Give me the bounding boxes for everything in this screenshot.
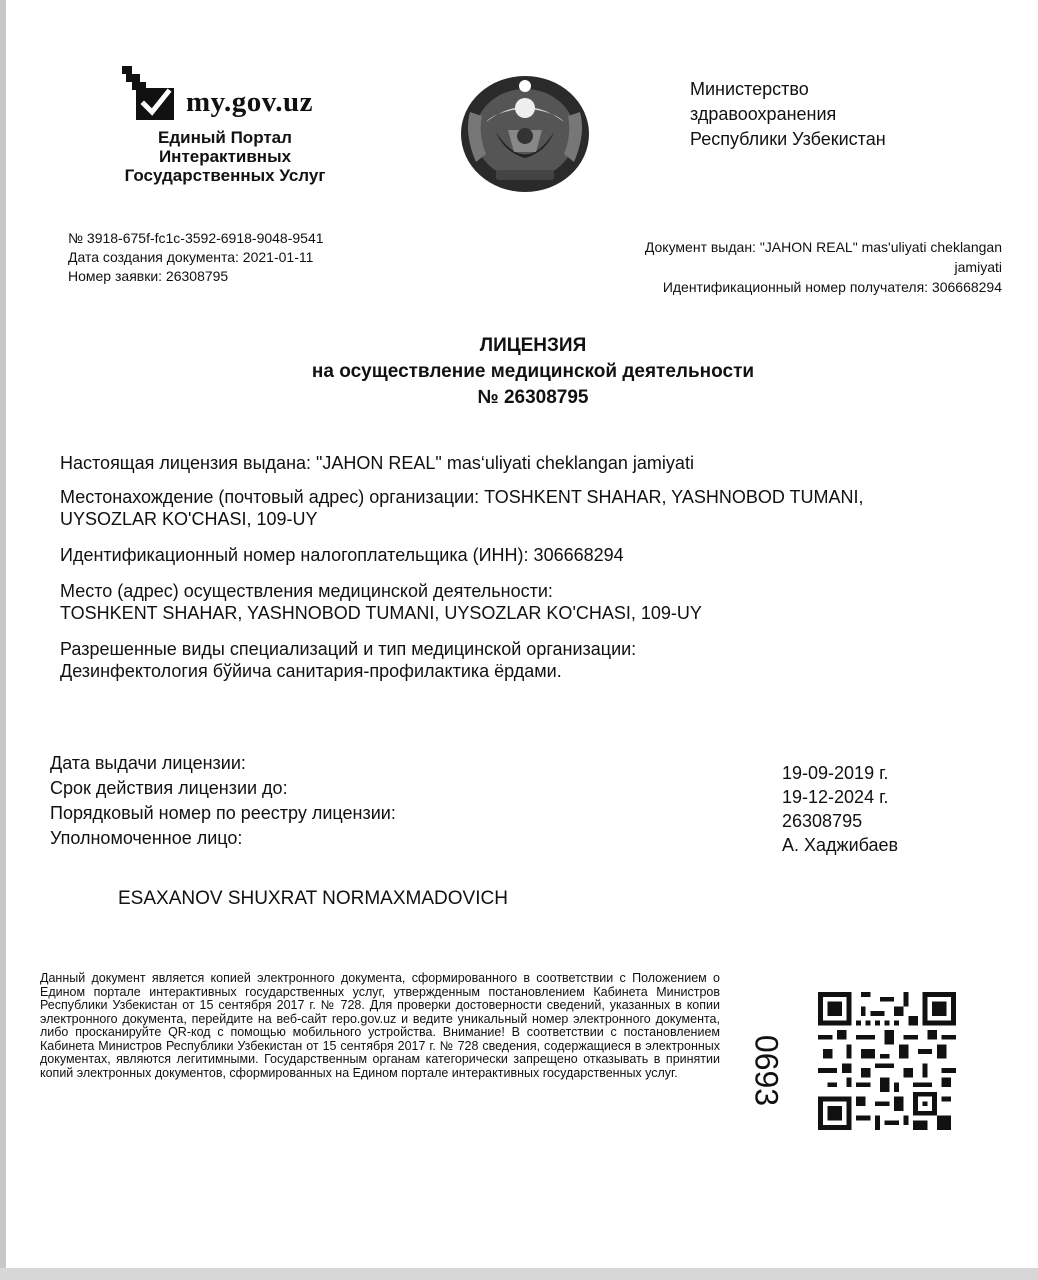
- address-line: UYSOZLAR KO'CHASI, 109-UY: [60, 509, 318, 529]
- detail-value: 19-09-2019 г.: [782, 763, 889, 783]
- specialization-field: [60, 638, 990, 682]
- activity-place-value: TOSHKENT SHAHAR, YASHNOBOD TUMANI, UYSOZLAR KO'CHASI, 109-UY: [60, 603, 702, 623]
- logo-name[interactable]: my.gov.uz: [186, 86, 313, 118]
- detail-value: А. Хаджибаев: [782, 835, 899, 855]
- activity-place-field: [60, 580, 990, 624]
- checkmark-logo-icon: [120, 66, 180, 122]
- document-id: № 3918-675f-fc1c-3592-6918-9048-9541: [68, 230, 324, 246]
- address-field: [60, 486, 990, 530]
- serial-number: [736, 1034, 796, 1107]
- title-line: ЛИЦЕНЗИЯ: [479, 335, 587, 356]
- detail-labels: [50, 751, 396, 851]
- qr-code-icon[interactable]: [818, 992, 956, 1130]
- detail-label: Уполномоченное лицо:: [50, 828, 243, 848]
- ministry-line: Министерство: [690, 79, 809, 99]
- issued-to-line: Документ выдан: "JAHON REAL" mas'uliyati cheklangan: [644, 239, 1002, 255]
- detail-label: Порядковый номер по реестру лицензии:: [50, 803, 396, 823]
- ministry-name: [690, 77, 950, 152]
- portal-line: Интерактивных: [158, 147, 292, 166]
- issued-field: Настоящая лицензия выдана: "JAHON REAL" mas‘uliyati cheklangan jamiyati: [60, 453, 694, 473]
- issued-to-line: jamiyati: [954, 259, 1002, 275]
- title-line: на осуществление медицинской деятельности: [311, 361, 755, 382]
- activity-place-label: Место (адрес) осуществления медицинской деятельности:: [60, 581, 553, 601]
- detail-label: Срок действия лицензии до:: [50, 778, 288, 798]
- license-holder: ESAXANOV SHUXRAT NORMAXMADOVICH: [118, 888, 508, 909]
- detail-value: 26308795: [782, 811, 863, 831]
- recipient-id: Идентификационный номер получателя: 306668294: [662, 279, 1002, 295]
- license-number: № 26308795: [477, 387, 589, 408]
- portal-line: Государственных Услуг: [124, 166, 326, 185]
- scan-edge-left: [0, 0, 6, 1280]
- license-title: [0, 333, 1038, 411]
- ministry-line: здравоохранения: [690, 104, 837, 124]
- state-emblem-icon: [456, 72, 594, 196]
- ministry-line: Республики Узбекистан: [690, 129, 886, 149]
- detail-values: [782, 761, 898, 857]
- creation-date: Дата создания документа: 2021-01-11: [68, 249, 314, 265]
- serial-number-text: 0693: [748, 1034, 785, 1107]
- detail-label: Дата выдачи лицензии:: [50, 753, 246, 773]
- address-line: Местонахождение (почтовый адрес) организации: TOSHKENT SHAHAR, YASHNOBOD TUMANI,: [60, 487, 864, 507]
- request-number: Номер заявки: 26308795: [68, 268, 229, 284]
- inn-field: Идентификационный номер налогоплательщика (ИНН): 306668294: [60, 545, 624, 565]
- specialization-label: Разрешенные виды специализаций и тип медицинской организации:: [60, 639, 637, 659]
- license-fields: [60, 452, 990, 694]
- issued-to-meta: [560, 237, 1002, 297]
- scan-edge-bottom: [0, 1268, 1038, 1280]
- specialization-value: Дезинфектология бўйича санитария-профилактика ёрдами.: [60, 661, 562, 681]
- portal-name: [100, 128, 350, 185]
- disclaimer-text: Данный документ является копией электронного документа, сформированного в соответствии с Положением о Едином портале интерактивных государственных услуг, утвержденным постановлением Кабинета Министров Республики Узбекистан от 15 сентября 2017 г. № 728. Для проверки достоверности сведений, указанных в копии электронного документа, перейдите на веб-сайт repo.gov.uz и ведите уникальный номер электронного документа, либо просканируйте QR-код с помощью мобильного устройства. Внимание! В соответствии с постановлением Кабинета Министров Республики Узбекистан от 15 сентября 2017 г. № 728 сведения, содержащиеся в электронных документах, являются легитимными. Государственным органам категорически запрещено отказывать в принятии копий электронных документов, сформированных на Едином портале интерактивных государственных услуг.: [40, 971, 720, 1080]
- detail-value: 19-12-2024 г.: [782, 787, 889, 807]
- portal-line: Единый Портал: [158, 128, 292, 147]
- document-meta: [68, 229, 324, 286]
